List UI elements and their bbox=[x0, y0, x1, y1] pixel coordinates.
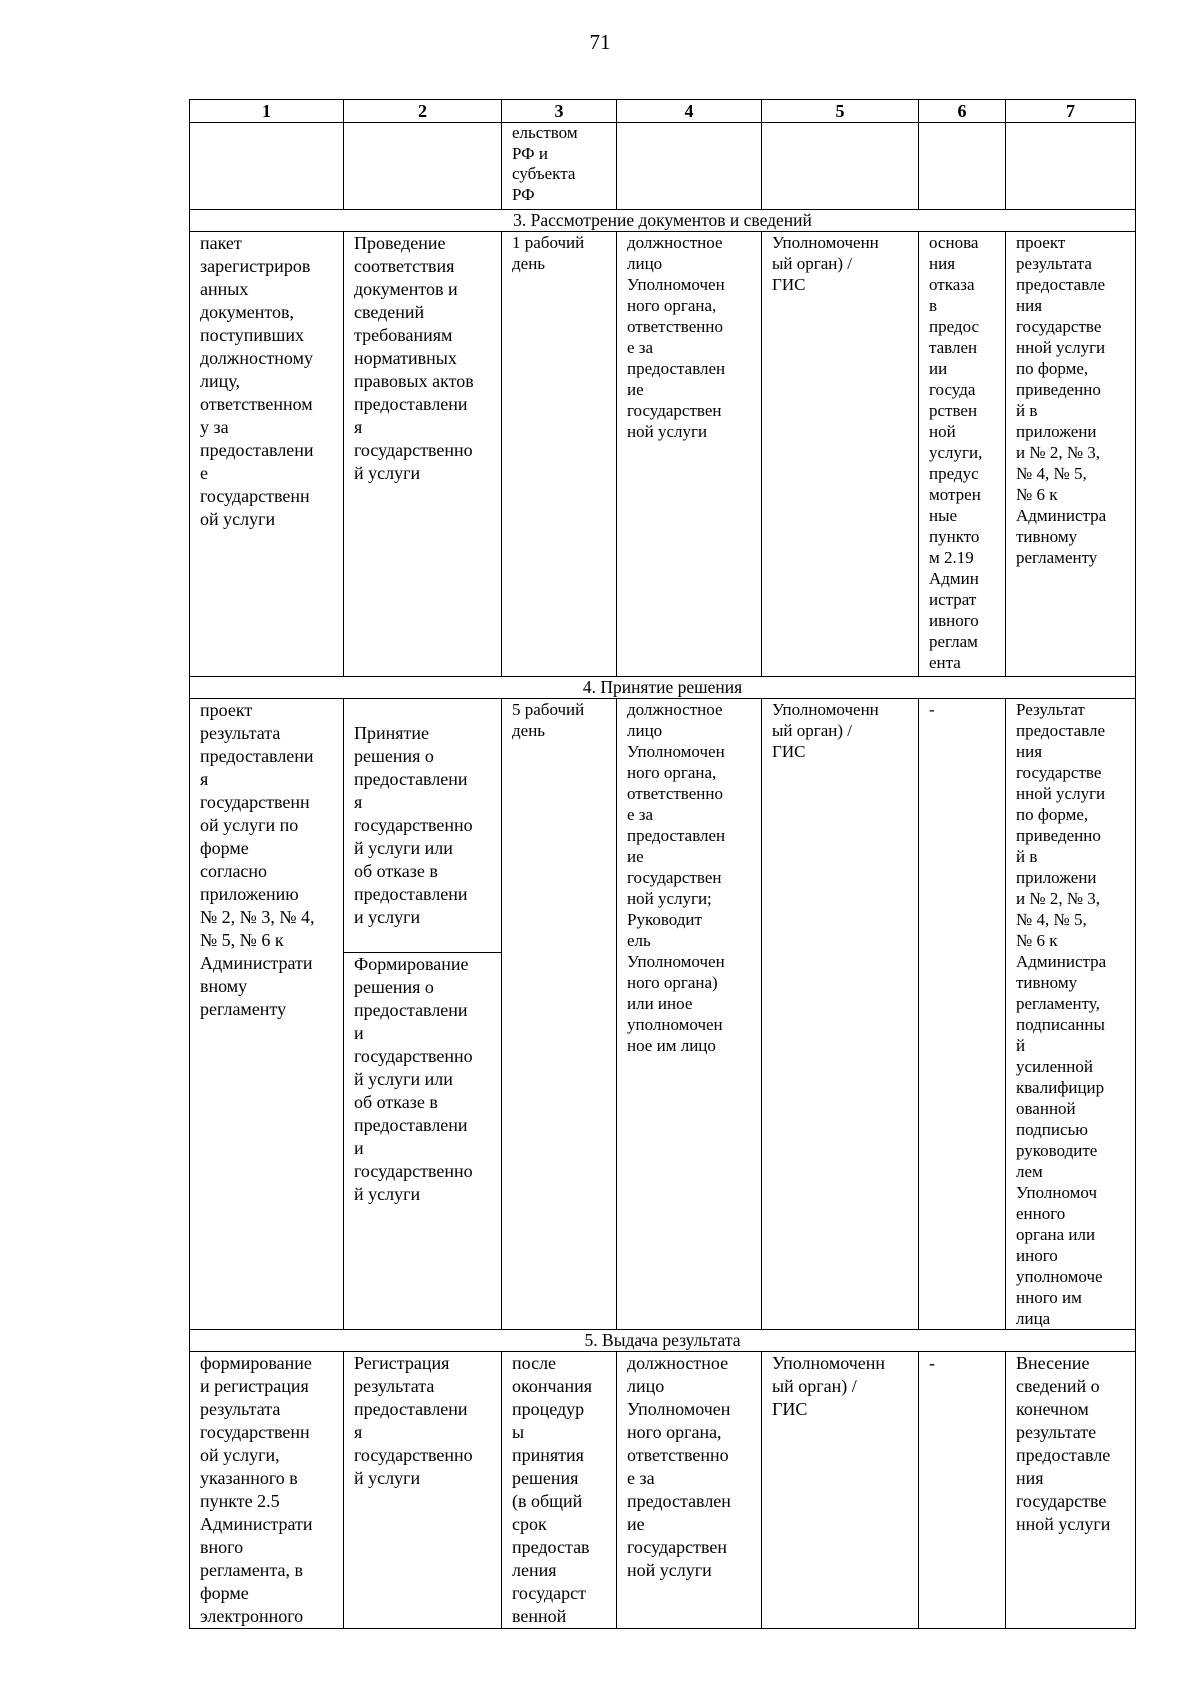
column-number-1: 1 bbox=[190, 100, 344, 123]
section-heading-row bbox=[190, 210, 1136, 232]
table-cell-criteria: - bbox=[919, 1352, 1006, 1629]
table-cell-place: Уполномоченн ый орган) / ГИС bbox=[762, 1352, 919, 1629]
table-cell-responsible: должностное лицо Уполномочен ного органа, ответственно е за предоставлен ие государствен ной услуги; Руководит ель Уполномочен ного органа) или иное уполномочен ное им лицо bbox=[617, 699, 762, 1330]
table-cell-place: Уполномоченн ый орган) / ГИС bbox=[762, 232, 919, 677]
table-cell bbox=[617, 123, 762, 210]
table-header-row bbox=[190, 100, 1136, 123]
table-cell-deadline: после окончания процедур ы принятия решения (в общий срок предостав ления государст венной bbox=[502, 1352, 617, 1629]
page-number: 71 bbox=[589, 30, 611, 54]
table-cell bbox=[1006, 123, 1136, 210]
table-cell-responsible: должностное лицо Уполномочен ного органа, ответственно е за предоставлен ие государствен ной услуги bbox=[617, 1352, 762, 1629]
table-cell bbox=[344, 123, 502, 210]
table-cell-action: Регистрация результата предоставлени я государственно й услуги bbox=[344, 1352, 502, 1629]
table-cell-input: пакет зарегистриров анных документов, поступивших должностному лицу, ответственном у за предоставлени е государственн ой услуги bbox=[190, 232, 344, 677]
table-cell-deadline: 5 рабочий день bbox=[502, 699, 617, 1330]
table-cell-result: Результат предоставле ния государстве нной услуги по форме, приведенно й в приложени и № 2, № 3, № 4, № 5, № 6 к Администра тивному регламенту, подписанны й усиленной квалифицир ованной подписью руководите лем Уполномоч енного органа или иного уполномоче нного им лица bbox=[1006, 699, 1136, 1330]
section-heading-row bbox=[190, 1330, 1136, 1352]
section-title: 3. Рассмотрение документов и сведений bbox=[190, 210, 1136, 232]
table-cell-place: Уполномоченн ый орган) / ГИС bbox=[762, 699, 919, 1330]
table-row bbox=[190, 1352, 1136, 1629]
table-cell-criteria: - bbox=[919, 699, 1006, 1330]
column-number-4: 4 bbox=[617, 100, 762, 123]
action-formation: Формирование решения о предоставлени и государственно й услуги или об отказе в предоставлени и государственно й услуги bbox=[344, 952, 501, 1206]
table-cell-action-group bbox=[344, 699, 502, 1330]
column-number-7: 7 bbox=[1006, 100, 1136, 123]
action-decision: Принятие решения о предоставлени я государственно й услуги или об отказе в предоставлени и услуги bbox=[354, 723, 473, 927]
table-cell: ельством РФ и субъекта РФ bbox=[502, 123, 617, 210]
table-cell-input: формирование и регистрация результата государственн ой услуги, указанного в пункте 2.5 Администрати вного регламента, в форме электронного bbox=[190, 1352, 344, 1629]
section-heading-row bbox=[190, 677, 1136, 699]
section-title: 5. Выдача результата bbox=[190, 1330, 1136, 1352]
table-cell-responsible: должностное лицо Уполномочен ного органа, ответственно е за предоставлен ие государствен ной услуги bbox=[617, 232, 762, 677]
table-cell-deadline: 1 рабочий день bbox=[502, 232, 617, 677]
table-row bbox=[190, 232, 1136, 677]
column-number-5: 5 bbox=[762, 100, 919, 123]
table-row bbox=[190, 699, 1136, 1330]
table-cell-input: проект результата предоставлени я государственн ой услуги по форме согласно приложению № 2, № 3, № 4, № 5, № 6 к Администрати вному регламенту bbox=[190, 699, 344, 1330]
procedure-table bbox=[189, 99, 1136, 1629]
column-number-2: 2 bbox=[344, 100, 502, 123]
section-title: 4. Принятие решения bbox=[190, 677, 1136, 699]
continuation-row bbox=[190, 123, 1136, 210]
table-cell-result: проект результата предоставле ния государстве нной услуги по форме, приведенно й в приложени и № 2, № 3, № 4, № 5, № 6 к Администра тивному регламенту bbox=[1006, 232, 1136, 677]
table-cell bbox=[190, 123, 344, 210]
table-cell bbox=[919, 123, 1006, 210]
column-number-3: 3 bbox=[502, 100, 617, 123]
column-number-6: 6 bbox=[919, 100, 1006, 123]
table-cell bbox=[762, 123, 919, 210]
table-cell-action: Проведение соответствия документов и сведений требованиям нормативных правовых актов предоставлени я государственно й услуги bbox=[344, 232, 502, 677]
table-cell-criteria: основа ния отказа в предос тавлен ии госуда рствен ной услуги, предус мотрен ные пункто м 2.19 Админ истрат ивного реглам ента bbox=[919, 232, 1006, 677]
table-cell-result: Внесение сведений о конечном результате предоставле ния государстве нной услуги bbox=[1006, 1352, 1136, 1629]
